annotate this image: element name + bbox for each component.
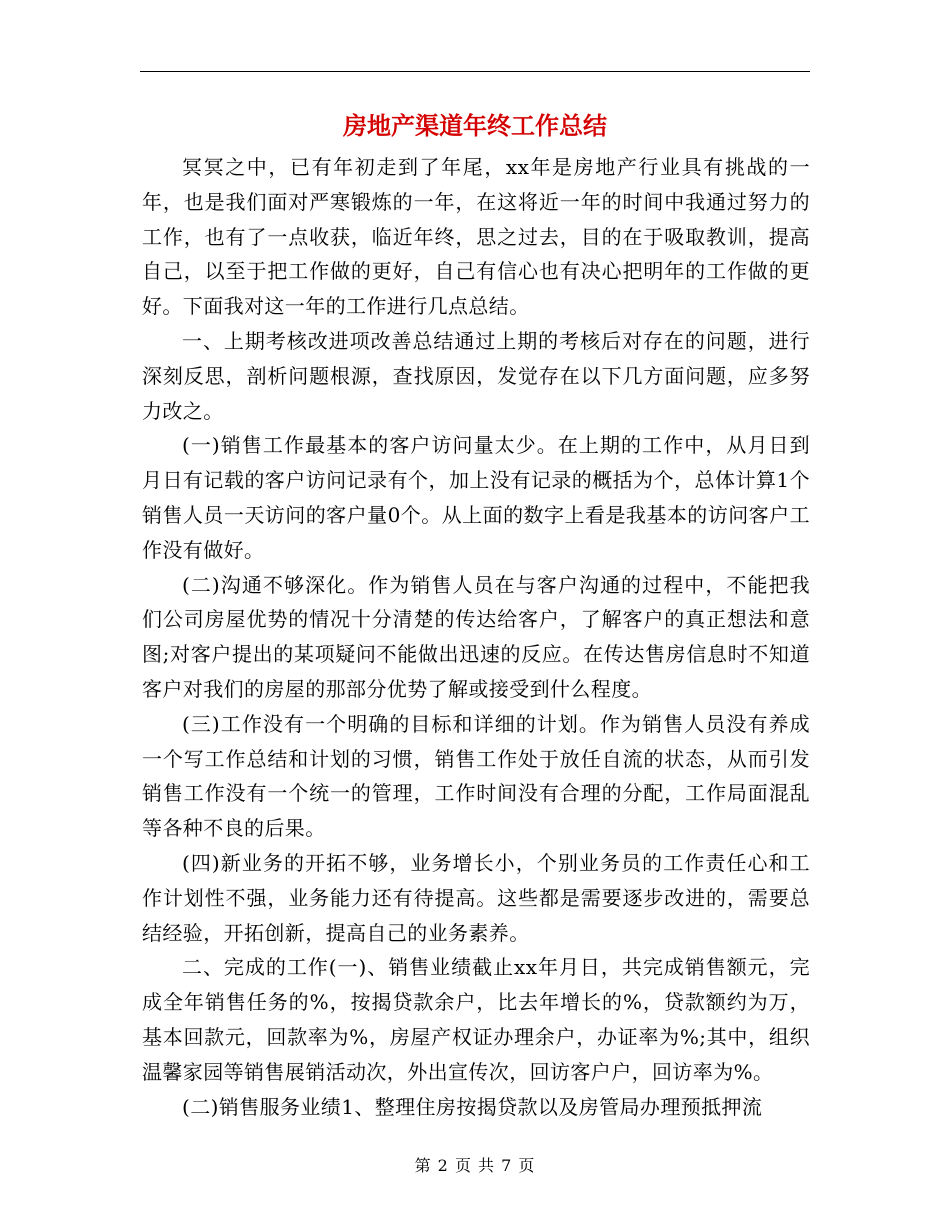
paragraph-item-2: (二)沟通不够深化。作为销售人员在与客户沟通的过程中，不能把我们公司房屋优势的情况十分清楚的传达给客户，了解客户的真正想法和意图;对客户提出的某项疑问不能做出迅速的反应。在传达售房信息时不知道客户对我们的房屋的那部分优势了解或接受到什么程度。: [142, 572, 810, 701]
page-title: 房地产渠道年终工作总结: [343, 111, 607, 140]
paragraph-item-3: (三)工作没有一个明确的目标和详细的计划。作为销售人员没有养成一个写工作总结和计划的习惯，销售工作处于放任自流的状态，从而引发销售工作没有一个统一的管理，工作时间没有合理的分配，工作局面混乱等各种不良的后果。: [142, 711, 810, 841]
document-body: [142, 150, 810, 1124]
paragraph-section-2: 二、完成的工作(一)、销售业绩截止xx年月日，共完成销售额元，完成全年销售任务的%，按揭贷款余户，比去年增长的%，贷款额约为万，基本回款元，回款率为%，房屋产权证办理余户，办证率为%;其中，组织温馨家园等销售展销活动次，外出宣传次，回访客户户，回访率为%。: [142, 955, 810, 1084]
paragraph-item-4: (四)新业务的开拓不够，业务增长小，个别业务员的工作责任心和工作计划性不强，业务能力还有待提高。这些都是需要逐步改进的，需要总结经验，开拓创新，提高自己的业务素养。: [142, 850, 810, 945]
header-rule: [140, 71, 810, 72]
page-number: 第 2 页 共 7 页: [414, 1156, 536, 1175]
paragraph-item-1: (一)销售工作最基本的客户访问量太少。在上期的工作中，从月日到月日有记载的客户访问记录有个，加上没有记录的概括为个，总体计算1个销售人员一天访问的客户量0个。从上面的数字上看是我基本的访问客户工作没有做好。: [142, 433, 810, 562]
paragraph-section-1: 一、上期考核改进项改善总结通过上期的考核后对存在的问题，进行深刻反思，剖析问题根源，查找原因，发觉存在以下几方面问题，应多努力改之。: [142, 328, 810, 423]
paragraph-intro: 冥冥之中，已有年初走到了年尾，xx年是房地产行业具有挑战的一年，也是我们面对严寒锻炼的一年，在这将近一年的时间中我通过努力的工作，也有了一点收获，临近年终，思之过去，目的在于吸取教训，提高自己，以至于把工作做的更好，自己有信心也有决心把明年的工作做的更好。下面我对这一年的工作进行几点总结。: [142, 155, 810, 319]
paragraph-service: (二)销售服务业绩1、整理住房按揭贷款以及房管局办理预抵押流: [182, 1094, 763, 1119]
